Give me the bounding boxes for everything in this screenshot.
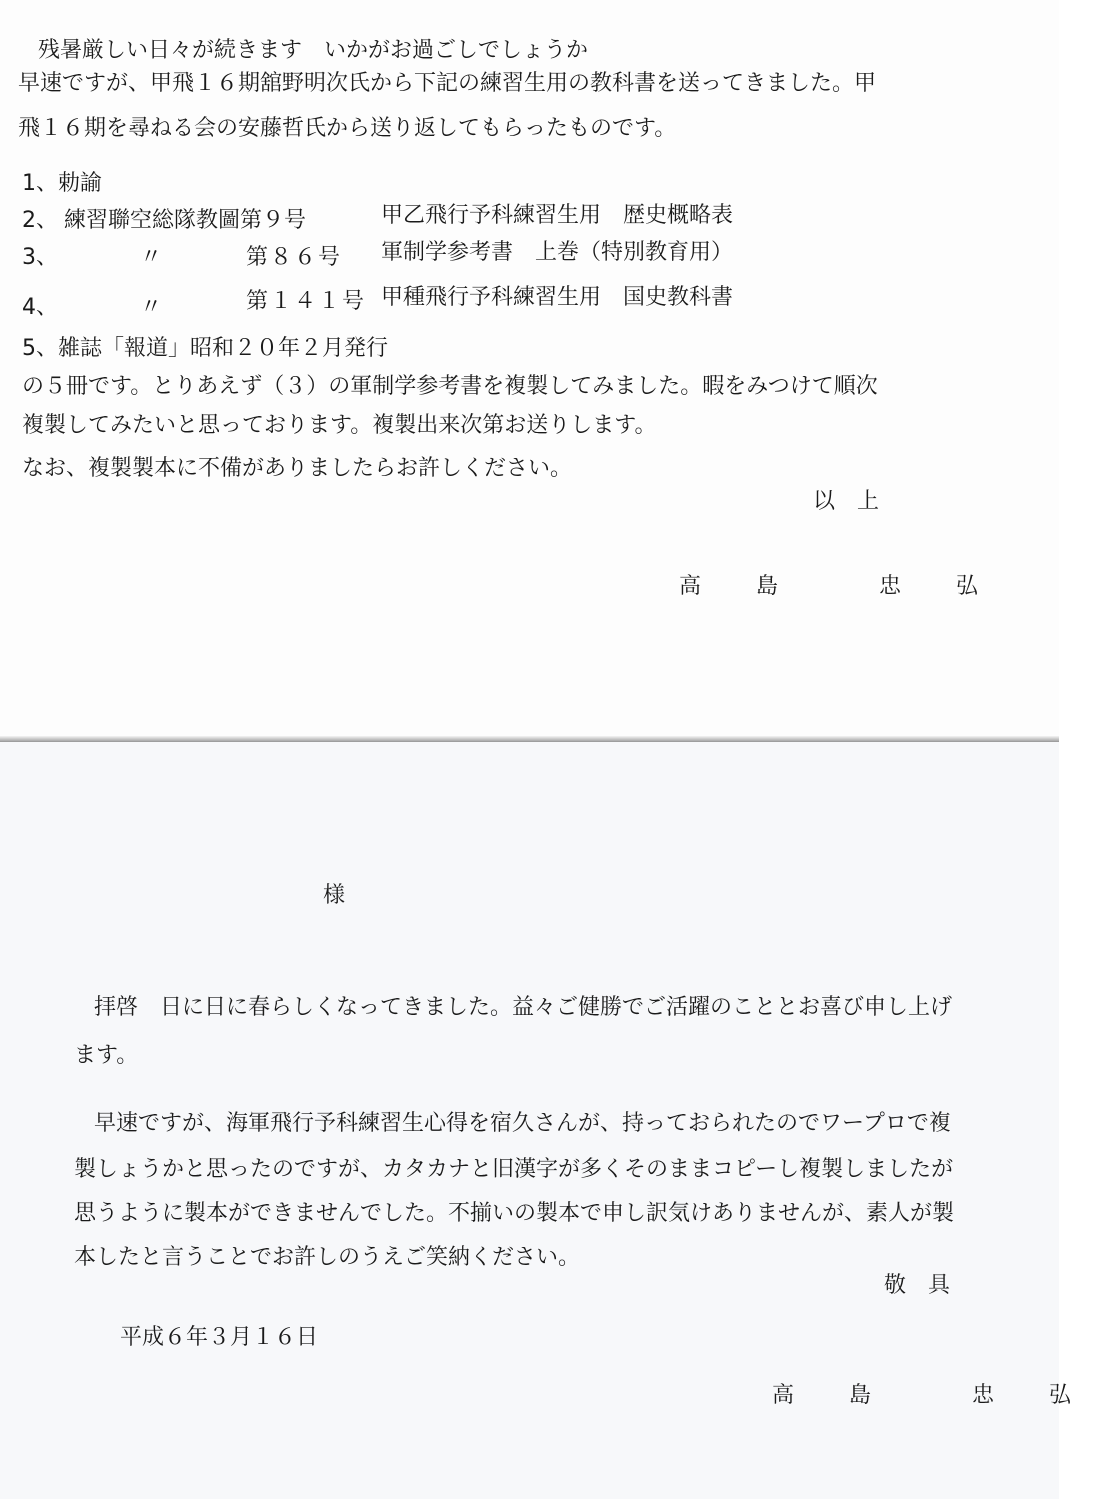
closing-line-3: なお、複製製本に不備がありましたらお許しください。 [22, 456, 573, 481]
closing-word: 敬 具 [884, 1273, 951, 1298]
greeting-line: 残暑厳しい日々が続きます いかがお過ごしでしょうか [38, 38, 589, 63]
closing-line-2: 複製してみたいと思っております。複製出来次第お送りします。 [22, 413, 657, 438]
list-item-2-number: 2、 [22, 208, 58, 233]
list-item-4-series: 〃 [140, 295, 163, 320]
list-item-3-title: 軍制学参考書 上巻（特別教育用） [381, 240, 734, 265]
para1-line-2: ます。 [74, 1043, 139, 1068]
bottom-letter [0, 742, 1095, 1499]
signature: 高 島 忠 弘 [679, 574, 1002, 599]
closing-line-1: の５冊です。とりあえず（３）の軍制学参考書を複製してみました。暇をみつけて順次 [22, 374, 878, 399]
list-item-3-series: 〃 [140, 245, 163, 270]
letter-date: 平成６年３月１６日 [120, 1325, 319, 1350]
para2-line-1: 早速ですが、海軍飛行予科練習生心得を宿久さんが、持っておられたのでワープロで複 [94, 1111, 951, 1136]
list-item-4-code: 第１４１号 [246, 289, 367, 314]
list-item-2-title: 甲乙飛行予科練習生用 歴史概略表 [381, 203, 734, 228]
list-item-3-number: 3、 [22, 245, 58, 270]
list-item-1: 1、勅諭 [22, 171, 102, 196]
para1-line-1: 拝啓 日に日に春らしくなってきました。益々ご健勝でご活躍のこととお喜び申し上げ [94, 995, 953, 1020]
para2-line-2: 製しょうかと思ったのですが、カタカナと旧漢字が多くそのままコピーし複製しましたが [74, 1157, 954, 1182]
list-item-4-number: 4、 [22, 295, 58, 320]
addressee-honorific: 様 [323, 883, 346, 908]
top-letter [0, 0, 1059, 742]
signature: 高 島 忠 弘 [772, 1383, 1095, 1408]
body-line-2: 飛１６期を尋ねる会の安藤哲氏から送り返してもらったものです。 [18, 116, 677, 141]
closing-word: 以 上 [813, 489, 880, 514]
list-item-5: 5、雑誌「報道」昭和２０年２月発行 [22, 336, 388, 361]
list-item-4-title: 甲種飛行予科練習生用 国史教科書 [381, 285, 734, 310]
para2-line-4: 本したと言うことでお許しのうえご笑納ください。 [74, 1245, 581, 1270]
para2-line-3: 思うように製本ができませんでした。不揃いの製本で申し訳気けありませんが、素人が製 [74, 1201, 955, 1226]
body-line-1: 早速ですが、甲飛１６期舘野明次氏から下記の練習生用の教科書を送ってきました。甲 [18, 71, 877, 96]
list-item-2-series: 練習聯空総隊教圖第９号 [64, 208, 307, 233]
list-item-3-code: 第８６号 [246, 245, 343, 270]
